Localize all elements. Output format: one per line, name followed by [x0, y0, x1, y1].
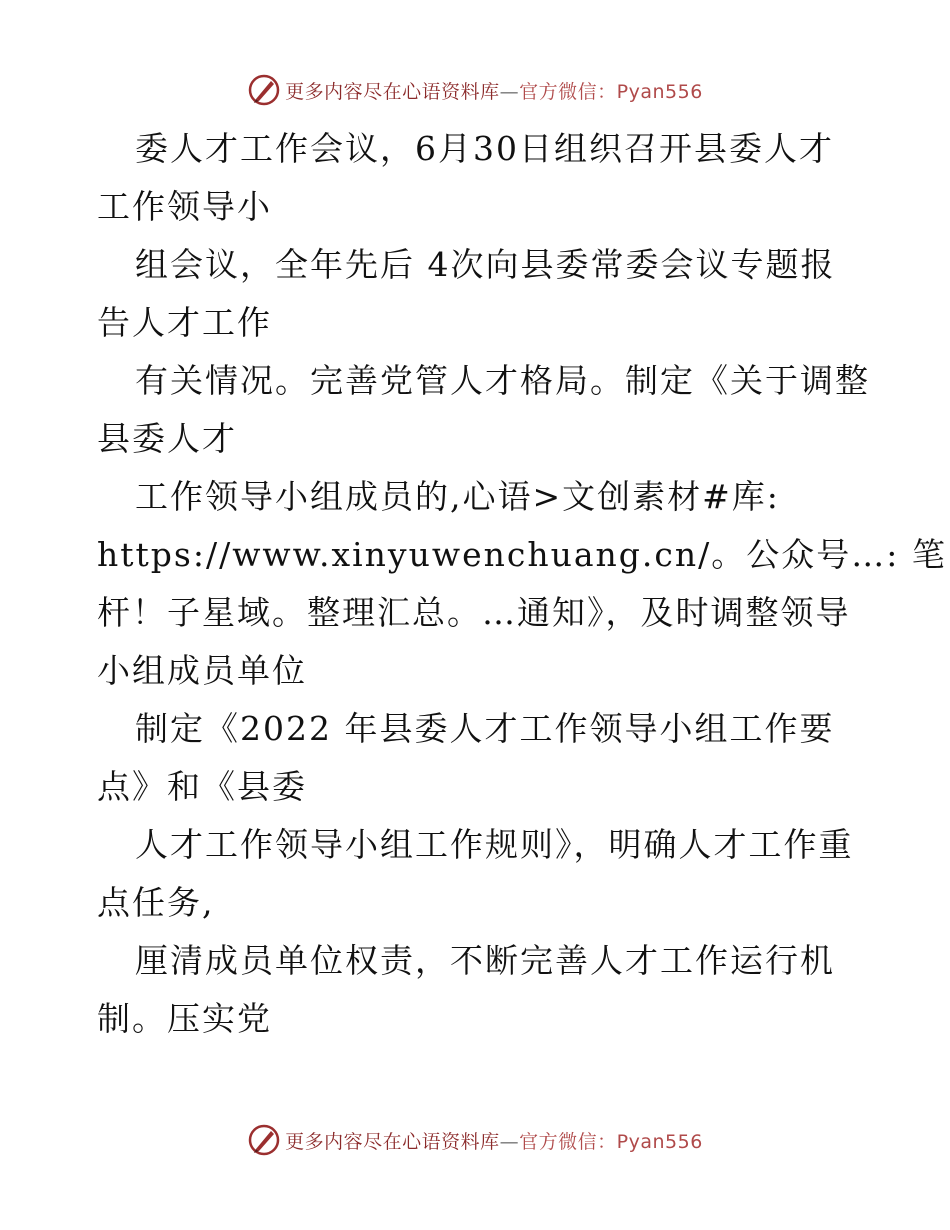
- body-line: 组会议，全年先后 4次向县委常委会议专题报: [135, 245, 836, 284]
- body-line: 工作领导小组成员的,心语>文创素材#库:: [135, 477, 780, 516]
- banner-wechat-text: 官方微信：Pyan556: [519, 80, 703, 103]
- banner-main-text: 更多内容尽在心语资料库: [285, 80, 500, 103]
- body-line: https://www.xinyuwenchuang.cn/。公众号…: 笔: [97, 535, 947, 574]
- banner-wechat-text: 官方微信：Pyan556: [519, 1130, 703, 1153]
- body-line: 厘清成员单位权责，不断完善人才工作运行机: [135, 941, 835, 980]
- body-line: 人才工作领导小组工作规则》，明确人才工作重: [135, 825, 854, 864]
- document-body: [97, 120, 947, 1048]
- pen-logo-icon: [247, 73, 281, 107]
- body-line: 有关情况。完善党管人才格局。制定《关于调整: [135, 361, 870, 400]
- pen-logo-icon: [247, 1123, 281, 1157]
- banner-text: [285, 77, 703, 104]
- body-line: 县委人才: [97, 419, 237, 458]
- body-line: 工作领导小: [97, 187, 272, 226]
- body-line: 制定《2022 年县委人才工作领导小组工作要: [135, 709, 835, 748]
- banner-text: [285, 1127, 703, 1154]
- banner-separator: —: [499, 80, 520, 103]
- body-line: 制。压实党: [97, 999, 272, 1038]
- footer-banner: [0, 1120, 950, 1160]
- body-line: 点任务,: [97, 883, 215, 922]
- banner-main-text: 更多内容尽在心语资料库: [285, 1130, 500, 1153]
- banner-separator: —: [499, 1130, 520, 1153]
- body-line: 小组成员单位: [97, 651, 307, 690]
- header-banner: [0, 70, 950, 110]
- body-line: 点》和《县委: [97, 767, 307, 806]
- body-line: 委人才工作会议，6月30日组织召开县委人才: [135, 129, 834, 168]
- body-line: 告人才工作: [97, 303, 272, 342]
- body-line: 杆！子星域。整理汇总。…通知》，及时调整领导: [97, 593, 851, 632]
